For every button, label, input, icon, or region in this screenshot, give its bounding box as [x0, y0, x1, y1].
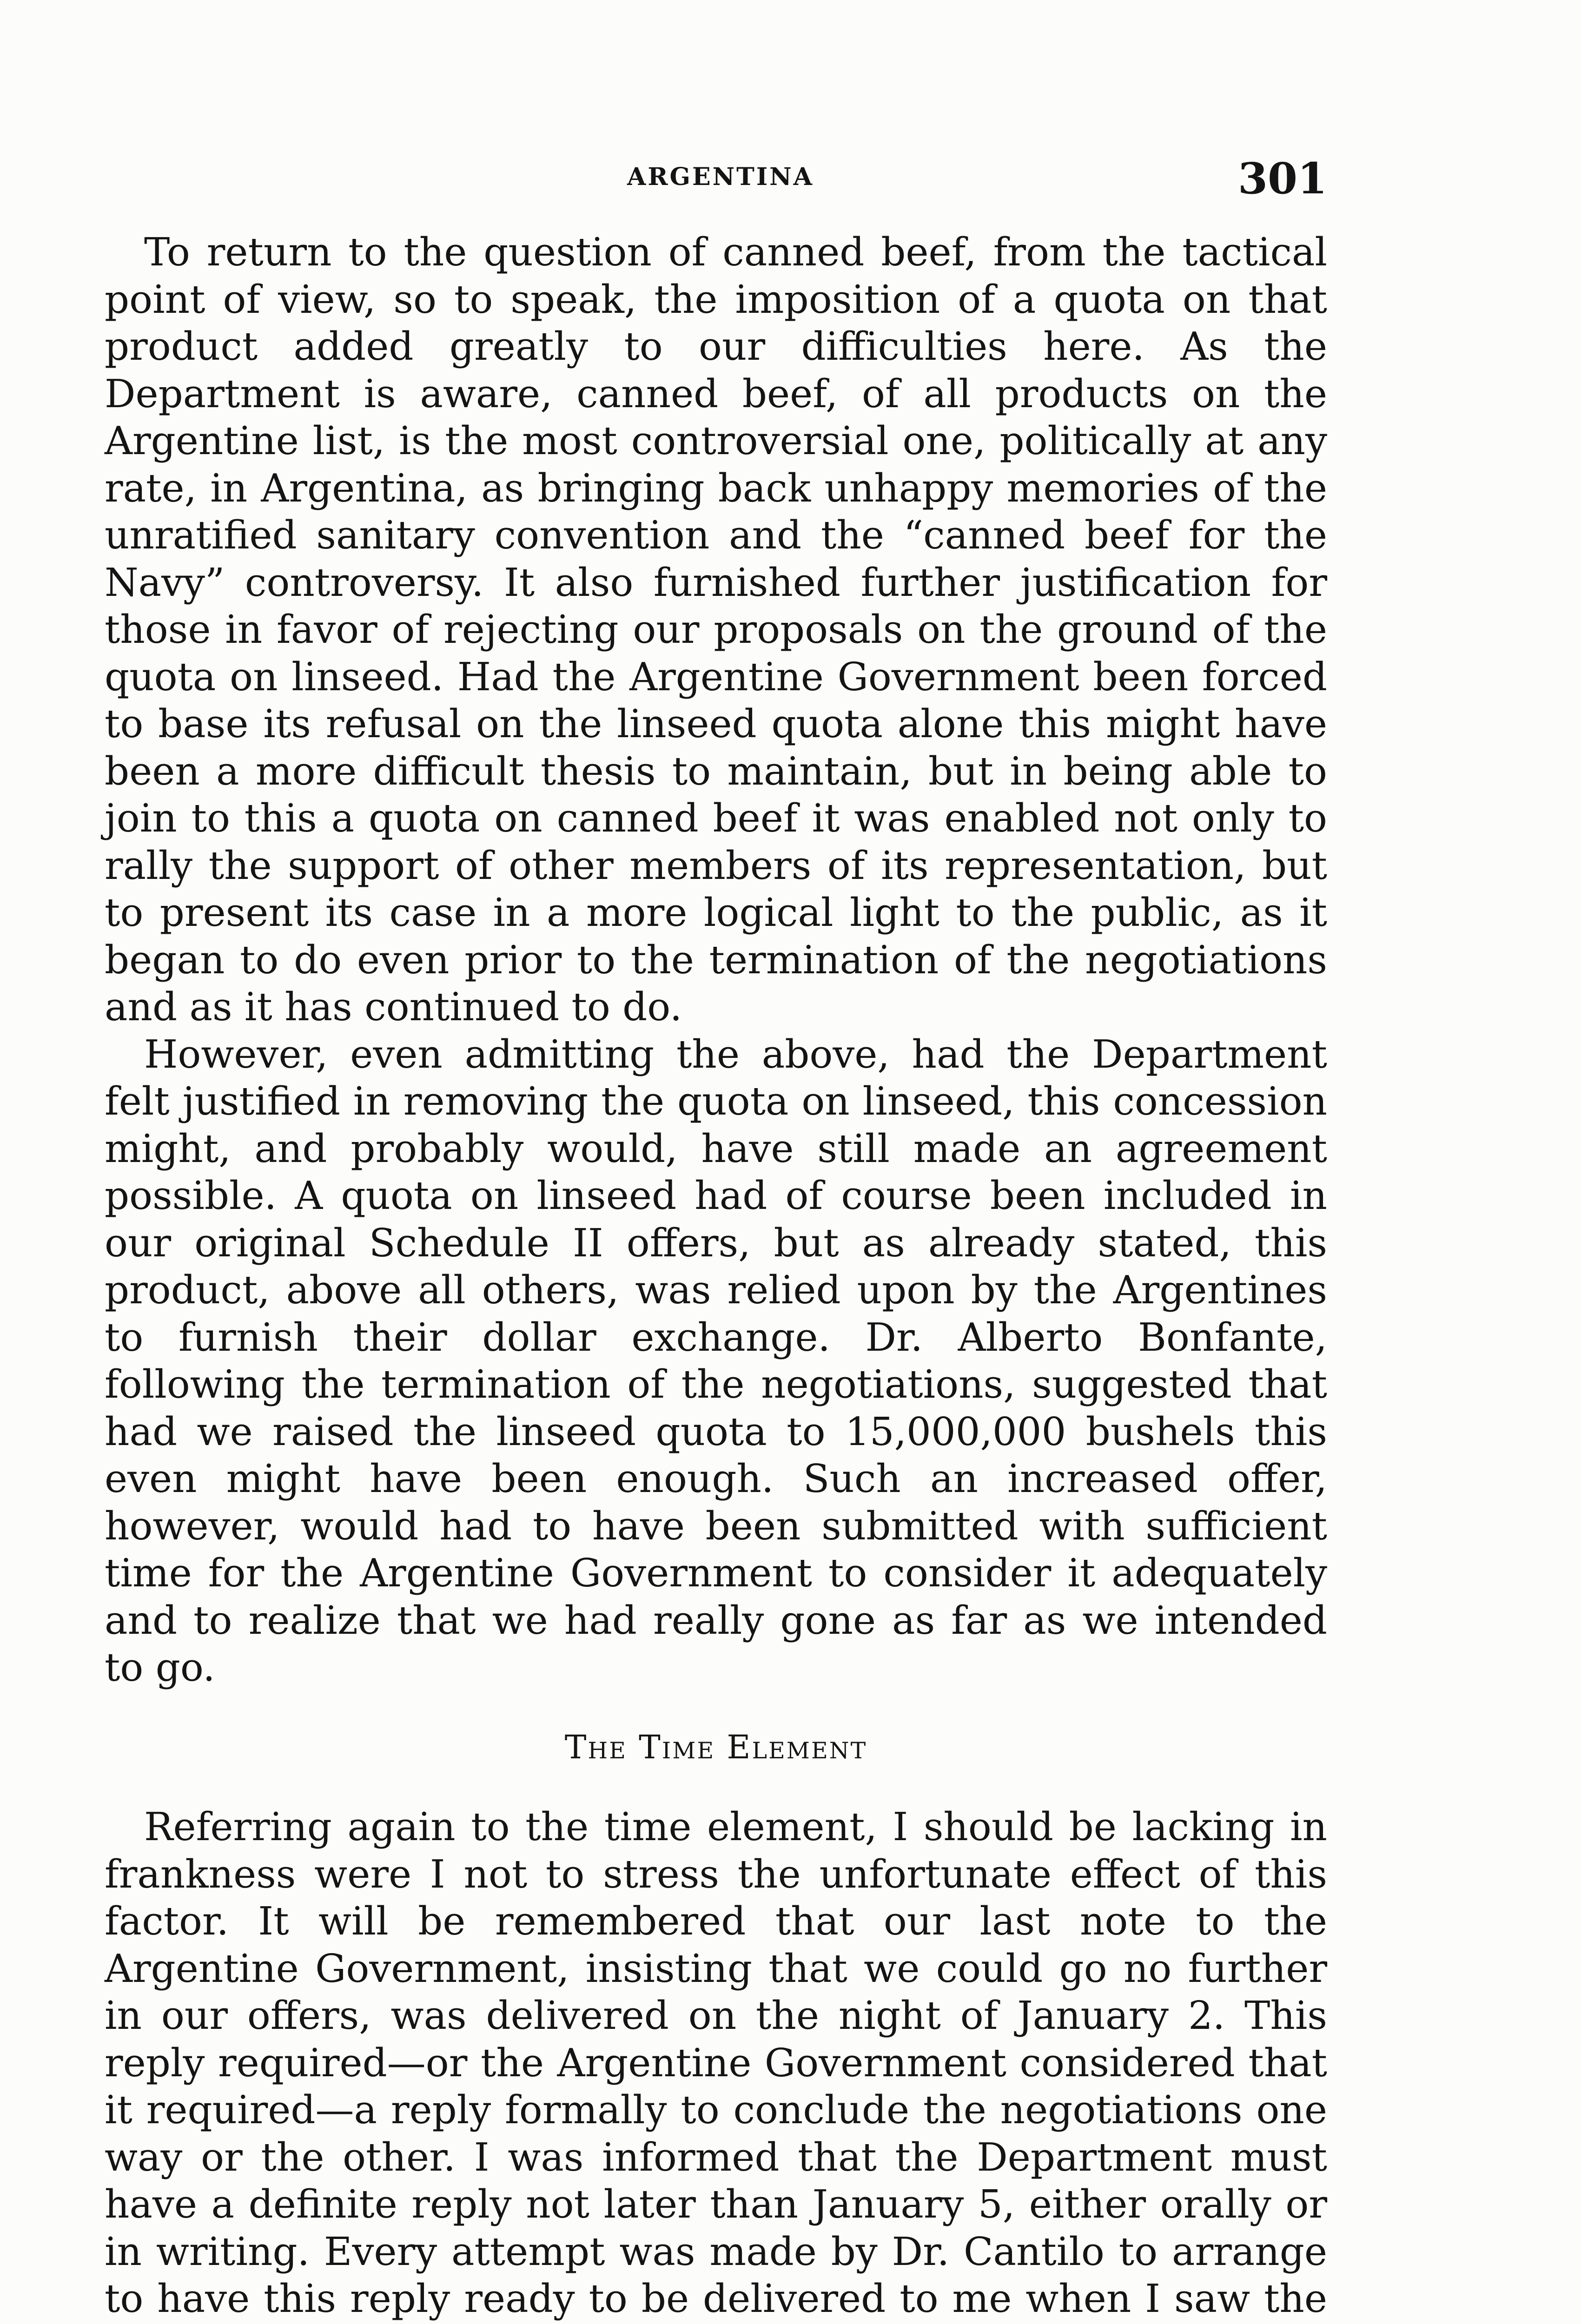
page-number: 301 [1237, 153, 1327, 204]
running-title: ARGENTINA [627, 163, 814, 191]
paragraph-time-element: Referring again to the time element, I should be lacking in frankness were I not to stress the unfortunate effect of this factor. It will be remembered that our last note to the Argentine Government, insisting that we could go no further in our offers, was delivered on the night of January 2. This reply required—or the Argentine Government considered that it required—a reply formally to conclude the negotiations one way or the other. I was informed that the Department must have a definite reply not later than January 5, either orally or in writing. Every attempt was made by Dr. Cantilo to arrange to have this reply ready to be delivered to me when I saw the [105, 1804, 1327, 2321]
section-heading-text: The Time Element [564, 1728, 867, 1766]
body-text [105, 229, 1327, 2324]
paragraph-linseed-quota: However, even admitting the above, had the Department felt justified in removing the quota on linseed, this concession might, and probably would, have still made an agreement possible. A quota on linseed had of course been included in our original Schedule II offers, but as already stated, this product, above all others, was relied upon by the Argentines to furnish their dollar exchange. Dr. Alberto Bonfante, following the termination of the negotiations, suggested that had we raised the linseed quota to 15,000,000 bushels this even might have been enough. Such an increased offer, however, would had to have been submitted with sufficient time for the Argentine Government to consider it adequately and to realize that we had really gone as far as we intended to go. [105, 1031, 1327, 1690]
section-heading-time-element [105, 1724, 1327, 1771]
paragraph-canned-beef: To return to the question of canned beef, from the tactical point of view, so to speak, the imposition of a quota on that product added greatly to our difficulties here. As the Department is aware, canned beef, of all products on the Argentine list, is the most controversial one, politically at any rate, in Argentina, as bringing back unhappy memories of the unratified sanitary convention and the “canned beef for the Navy” controversy. It also furnished further justification for those in favor of rejecting our proposals on the ground of the quota on linseed. Had the Argentine Government been forced to base its refusal on the linseed quota alone this might have been a more difficult thesis to maintain, but in being able to join to this a quota on canned beef it was enabled not only to rally the support of other members of its representation, but to present its case in a more logical light to the public, as it began to do even prior to the termination of the negotiations and as it has continued to do. [105, 230, 1327, 1030]
running-header [114, 153, 1327, 205]
